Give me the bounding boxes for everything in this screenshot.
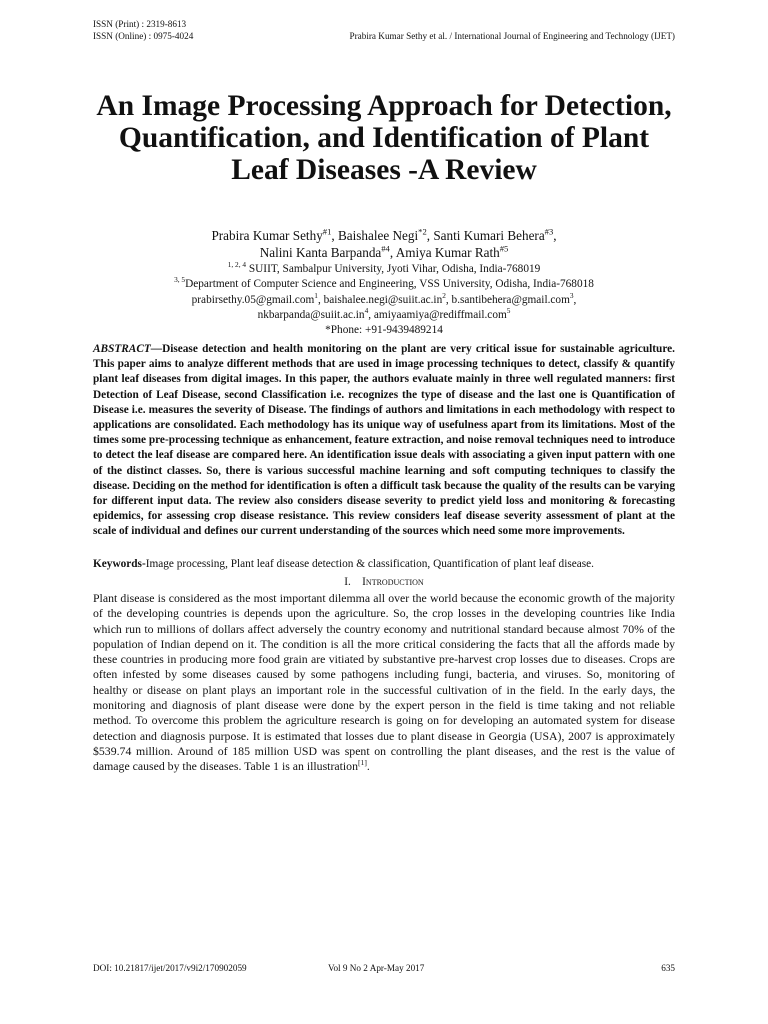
journal-running-head: Prabira Kumar Sethy et al. / International Journal of Engineering and Technology (IJET) <box>349 31 675 41</box>
section-heading <box>93 575 675 589</box>
author-marker: #1 <box>322 226 332 237</box>
email-marker: 4 <box>364 306 369 316</box>
section-title: Introduction <box>362 576 424 588</box>
author-name: , Baishalee Negi <box>331 228 419 243</box>
email-line <box>93 290 675 308</box>
abstract-label: ABSTRACT <box>93 343 151 355</box>
keywords-label: Keywords- <box>93 558 146 570</box>
email-separator: , <box>573 293 577 306</box>
email-link[interactable]: nkbarpanda@suiit.ac.in <box>257 308 365 321</box>
affiliation-marker: 3, 5 <box>174 275 186 285</box>
email-link[interactable]: , baishalee.negi@suiit.ac.in <box>317 293 443 306</box>
author-name: , Santi Kumari Behera <box>426 228 545 243</box>
introduction-paragraph <box>93 591 675 775</box>
phone-number: *Phone: +91-9439489214 <box>325 324 443 337</box>
issn-print: ISSN (Print) : 2319-8613 <box>93 19 187 29</box>
affiliation-text: Department of Computer Science and Engineering, VSS University, Odisha, India-768018 <box>185 278 594 291</box>
abstract-text: —Disease detection and health monitoring on the plant are very critical issue for sustainable agriculture. This paper aims to analyze different methods that are used in image processing techniques to detect, classify & quantify plant leaf diseases from digital images. In this paper, the authors evaluate mainly in three well regulated manners: first Detection of Leaf Disease, second Classification i.e. recognizes the type of disease and the last one is Quantification of Disease i.e. measures the severity of Disease. The findings of authors and limitations in each methodology with respect to applications are consolidated. Each methodology has its unique way of usefulness apart from its limitations. Most of the times some pre-processing technique as enhancement, feature extraction, and noise removal techniques need to introduce to detect the leaf disease are compared here. An identification issue deals with associating a given input pattern with one of the distinct classes. So, there is various successful machine learning and soft computing techniques to classify the disease. Deciding on the method for identification is often a difficult task because the quality of the results can be varying for different input data. The review also considers disease severity to predict yield loss and monitoring & forecasting epidemics, for assessing crop disease resistance. This review considers leaf disease severity assessment of plant at the scale of individual and defines our current understanding of the sources which need some more improvements. <box>93 343 675 538</box>
author-marker: #5 <box>499 243 509 254</box>
affiliation-marker: 1, 2, 4 <box>227 260 247 270</box>
author-name: Nalini Kanta Barpanda <box>259 245 382 260</box>
author-marker: #4 <box>381 243 390 254</box>
email-marker: 3 <box>569 290 574 300</box>
email-line <box>93 308 675 323</box>
intro-text: Plant disease is considered as the most important dilemma all over the world because the economic growth of the majority of the developing countries is depends upon the agriculture. So, the crop losses in the developing countries like India which run to millions of dollars affect adversely the country economy and nutritional standard because almost 70% of the population of Indian depend on it. The condition is all the more critical considering the facts that all the affords made by these countries in producing more food grain are vitiated by substantive pre-harvest crop losses due to diseases. Crops are often infested by some diseases caused by some pathogens including fungi, bacteria, and viruses. So, monitoring of healthy or disease on plant plays an important role in the successful cultivation of in the field. In the early days, the monitoring and diagnosis of plant disease were done by the expert person in the field is time taking and not reliable method. To overcome this problem the agriculture research is going on for developing an automated system for disease detection and diagnosis purpose. It is estimated that losses due to plant disease in Georgia (USA), 2007 is approximately $539.74 million. Around of 185 million USD was spent on controlling the plant diseases, and the rest is the value of damage caused by the diseases. Table 1 is an illustration <box>93 591 675 774</box>
volume-info: Vol 9 No 2 Apr-May 2017 <box>328 963 425 973</box>
author-marker: #3 <box>544 226 554 237</box>
affiliation-text: SUIIT, Sambalpur University, Jyoti Vihar, Odisha, India-768019 <box>246 263 541 275</box>
section-number: I. <box>344 576 351 588</box>
affiliation-line <box>93 277 675 292</box>
author-name: Prabira Kumar Sethy <box>211 228 323 243</box>
paper-title: An Image Processing Approach for Detection, Quantification, and Identification of Plant Leaf Diseases -A Review <box>96 90 672 186</box>
issn-online: ISSN (Online) : 0975-4024 <box>93 31 194 41</box>
keywords <box>93 557 675 572</box>
author-separator: , <box>553 228 557 243</box>
page-header <box>93 18 675 42</box>
email-link[interactable]: , b.santibehera@gmail.com <box>445 293 570 306</box>
author-name: , Amiya Kumar Rath <box>389 245 500 260</box>
doi: DOI: 10.21817/ijet/2017/v9i2/170902059 <box>93 963 247 973</box>
email-marker: 2 <box>442 290 446 300</box>
citation-ref[interactable]: [1] <box>357 758 367 768</box>
page-number: 635 <box>661 963 675 973</box>
email-link[interactable]: , amiyaamiya@rediffmail.com <box>368 308 507 321</box>
author-marker: *2 <box>418 226 427 237</box>
keywords-text: Image processing, Plant leaf disease detection & classification, Quantification of plant leaf disease. <box>145 558 594 570</box>
intro-end: . <box>366 759 370 774</box>
author-list <box>93 227 675 261</box>
affiliations <box>93 262 675 338</box>
email-marker: 1 <box>314 290 318 300</box>
email-marker: 5 <box>506 306 511 316</box>
abstract <box>93 342 675 540</box>
email-link[interactable]: prabirsethy.05@gmail.com <box>191 293 315 306</box>
